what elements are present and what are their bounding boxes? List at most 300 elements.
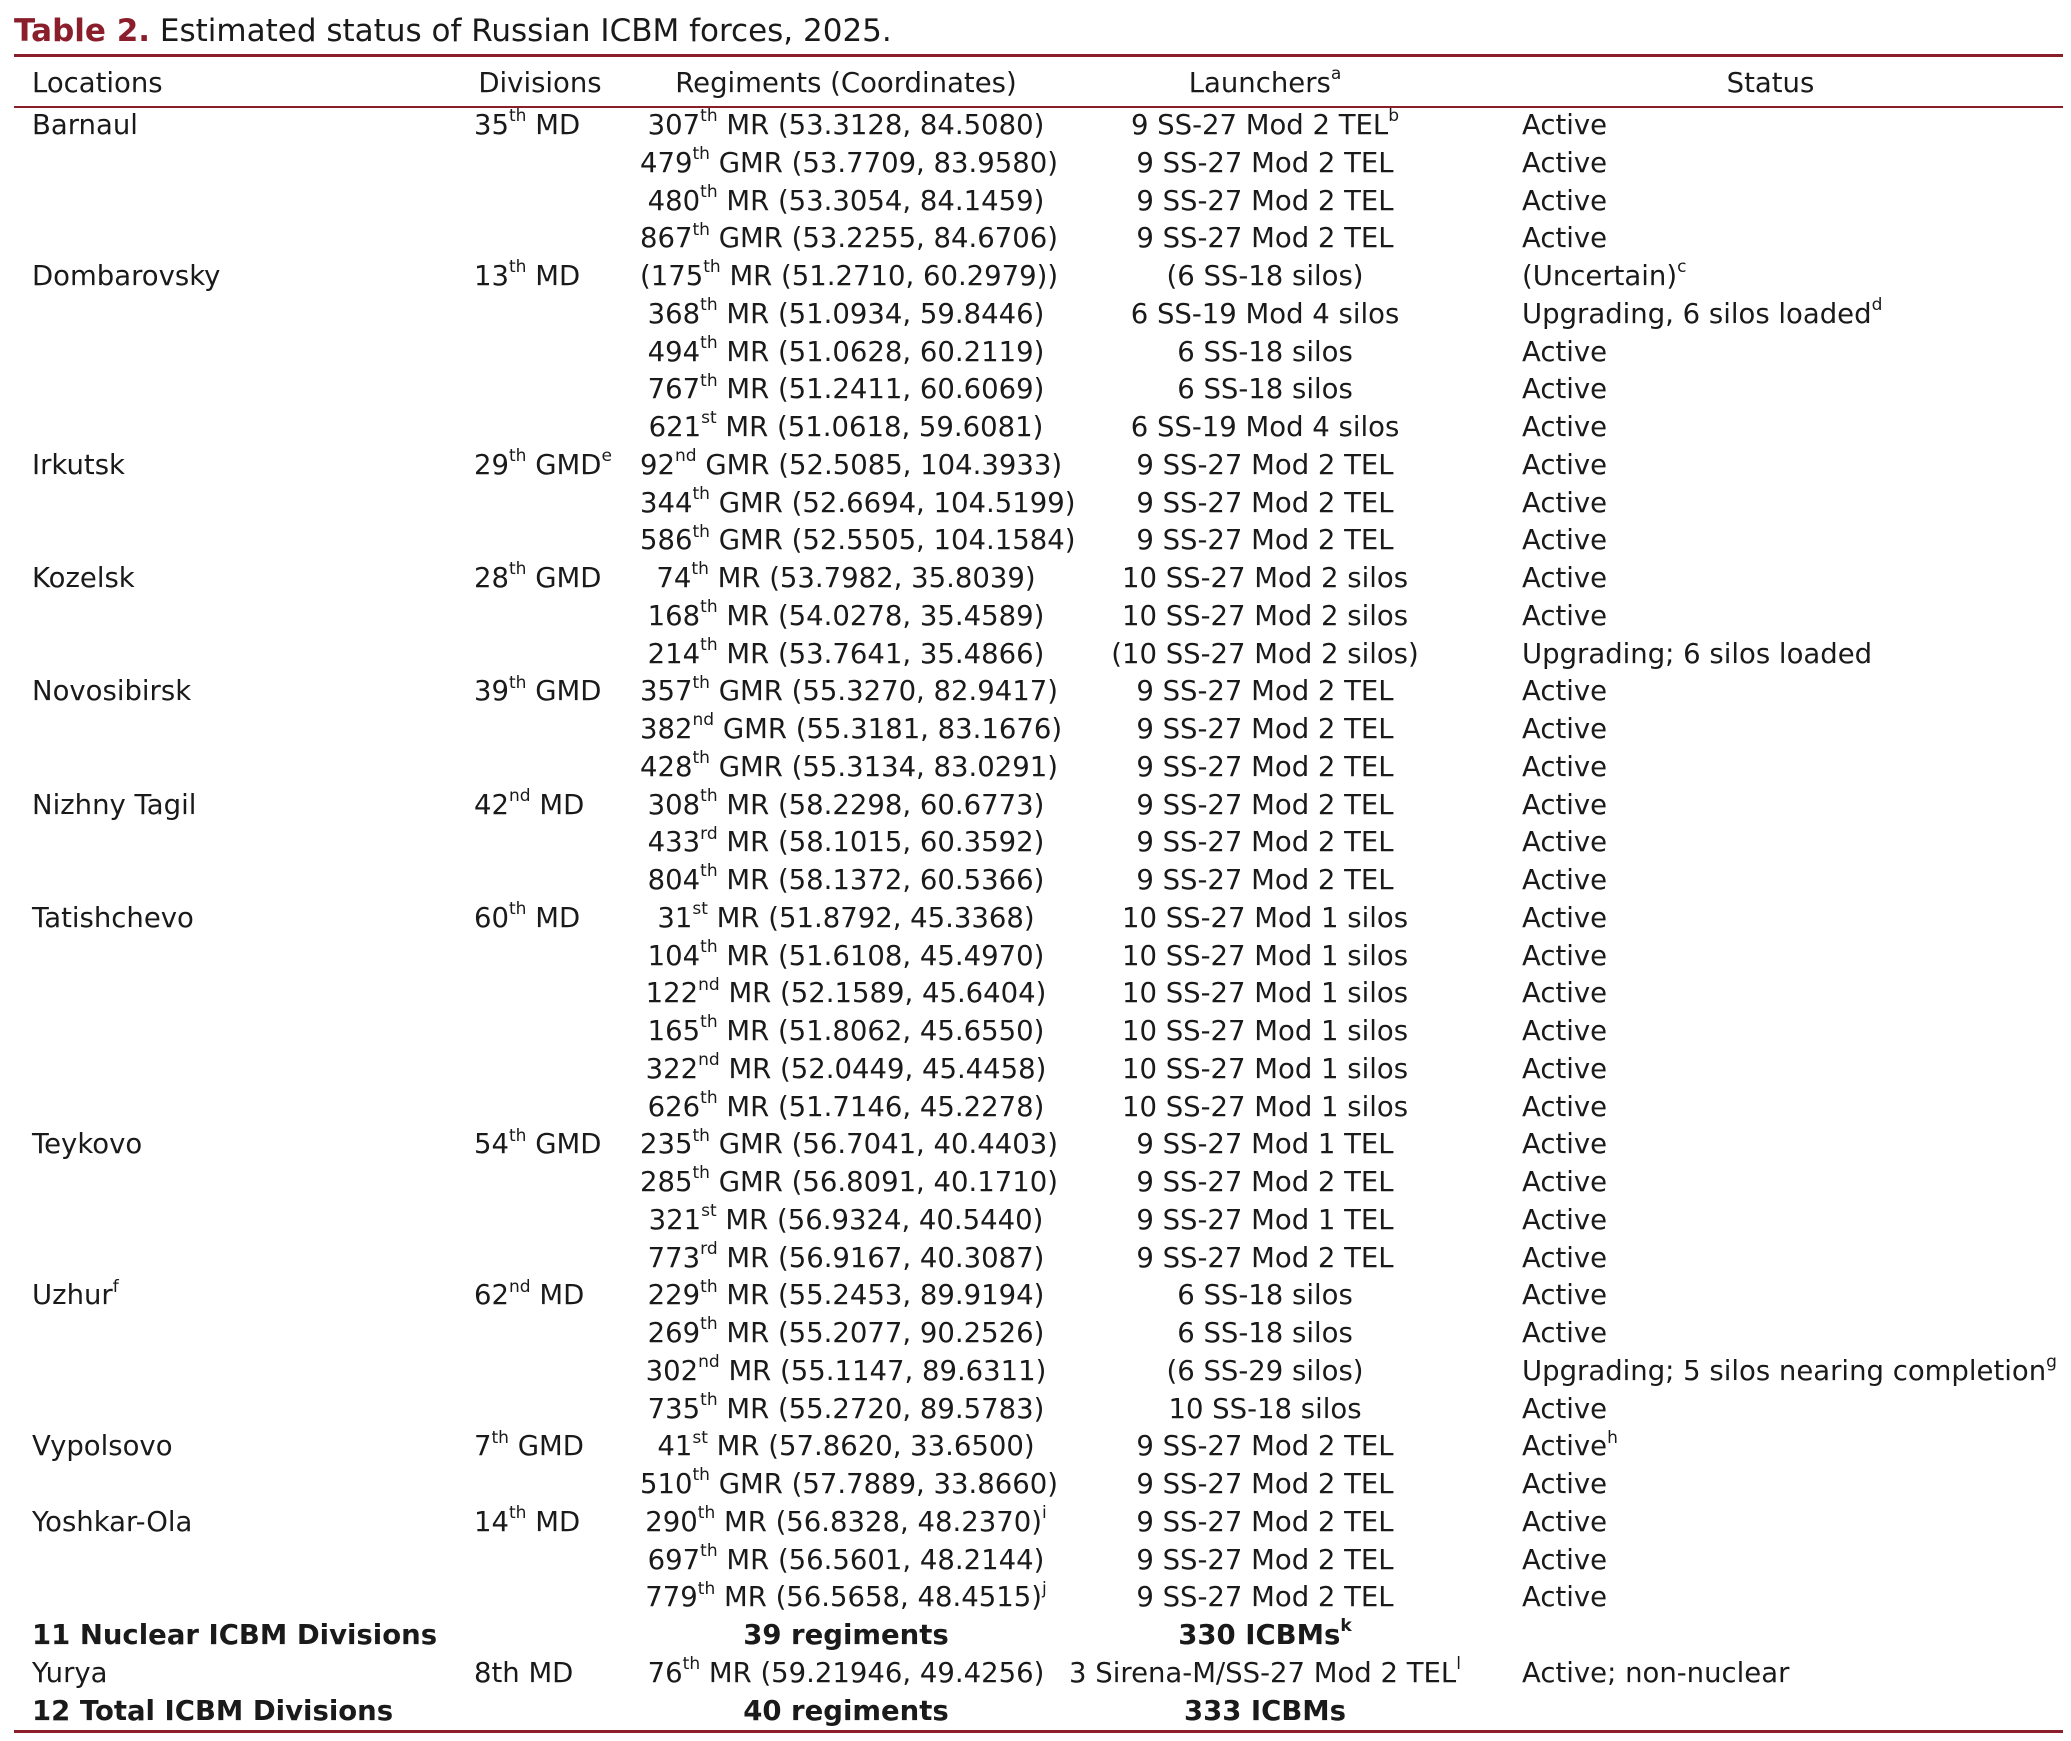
location-cell — [14, 107, 440, 145]
status-cell — [1478, 409, 2063, 447]
division-type: MD — [526, 1505, 581, 1538]
location-name: 12 Total ICBM Divisions — [32, 1694, 394, 1727]
table-row — [14, 107, 2063, 145]
division-cell — [440, 1655, 640, 1693]
division-type: GMD — [526, 1128, 602, 1161]
launchers-value: 10 SS-27 Mod 1 silos — [1121, 1052, 1409, 1085]
regiment-ordinal: nd — [698, 974, 720, 995]
location-name: Kozelsk — [32, 562, 135, 594]
regiment-cell — [640, 598, 1052, 636]
regiment-number: 322 — [645, 1052, 699, 1085]
table-row — [14, 560, 2063, 598]
division-ordinal: th — [509, 106, 527, 127]
regiment-coordinates: GMR (55.3270, 82.9417) — [709, 675, 1058, 708]
regiment-coordinates: GMR (52.6694, 104.5199) — [709, 486, 1076, 519]
status-cell — [1478, 522, 2063, 560]
launchers-cell — [1052, 900, 1478, 938]
table-row — [14, 938, 2063, 976]
table-row — [14, 1126, 2063, 1164]
regiment-coordinates: MR (53.3128, 84.5080) — [717, 109, 1045, 141]
regiment-cell — [640, 862, 1052, 900]
division-ordinal: nd — [509, 1276, 531, 1297]
location-cell — [14, 1126, 440, 1164]
regiment-number: 41 — [657, 1430, 693, 1463]
status-cell — [1478, 1693, 2063, 1731]
regiment-cell — [640, 1655, 1052, 1693]
location-cell — [14, 711, 440, 749]
status-cell — [1478, 1051, 2063, 1089]
regiment-cell — [640, 1465, 1058, 1504]
regiment-coordinates: MR (54.0278, 35.4589) — [717, 599, 1045, 632]
division-number: 28 — [474, 562, 509, 594]
division-number: 42 — [474, 788, 509, 821]
division-number: 14 — [474, 1505, 509, 1538]
regiment-ordinal: th — [697, 1578, 716, 1599]
location-name: Barnaul — [32, 109, 138, 141]
table-row — [14, 220, 2063, 258]
division-cell — [440, 1504, 640, 1542]
division-type: GMD — [526, 562, 602, 594]
launchers-cell — [1052, 409, 1478, 447]
regiment-ordinal: th — [692, 144, 710, 165]
regiment-cell — [640, 1579, 1052, 1617]
division-cell — [440, 636, 640, 674]
launchers-value: 10 SS-27 Mod 2 silos — [1121, 562, 1409, 594]
launchers-cell — [1052, 1428, 1478, 1466]
status-value: Active — [1522, 864, 1608, 896]
regiment-coordinates: GMR (56.7041, 40.4403) — [709, 1128, 1058, 1161]
regiment-ordinal: th — [691, 559, 709, 580]
launchers-value: (6 SS-18 silos) — [1166, 260, 1364, 292]
regiment-coordinates: MR (56.5601, 48.2144) — [717, 1543, 1045, 1576]
launchers-cell — [1052, 636, 1478, 674]
table-row — [14, 409, 2063, 447]
launchers-cell — [1052, 938, 1478, 976]
status-cell — [1478, 145, 2063, 183]
division-cell — [440, 1164, 640, 1202]
table-row — [14, 1164, 2063, 1202]
regiment-number: 122 — [645, 977, 699, 1010]
regiment-cell — [640, 521, 1076, 560]
table-row — [14, 1391, 2063, 1429]
regiment-cell — [640, 1125, 1058, 1164]
regiment-number: 285 — [640, 1166, 693, 1198]
launchers-value: 10 SS-27 Mod 1 silos — [1121, 1015, 1409, 1047]
regiment-ordinal: nd — [675, 446, 697, 467]
launchers-footnote: k — [1340, 1616, 1352, 1637]
location-cell — [14, 673, 440, 711]
table-row — [14, 900, 2063, 938]
status-value: Active — [1522, 977, 1608, 1010]
table-row — [14, 1202, 2063, 1240]
launchers-value: 9 SS-27 Mod 2 TEL — [1136, 864, 1394, 896]
launchers-value: 9 SS-27 Mod 2 TEL — [1136, 788, 1394, 821]
status-value: Active — [1522, 1317, 1608, 1349]
division-footnote: e — [601, 446, 612, 467]
launchers-value: 9 SS-27 Mod 2 TEL — [1136, 1468, 1394, 1500]
status-cell — [1478, 900, 2063, 938]
division-number: 7 — [474, 1430, 492, 1463]
regiment-cell — [640, 1051, 1052, 1089]
regiment-ordinal: th — [692, 748, 710, 769]
status-cell — [1478, 749, 2063, 787]
location-cell — [14, 975, 440, 1013]
launchers-value: 9 SS-27 Mod 2 TEL — [1136, 1505, 1394, 1538]
regiment-cell — [640, 636, 1052, 674]
division-type: GMD — [508, 1430, 584, 1463]
status-value: Upgrading, 6 silos loaded — [1522, 297, 1872, 330]
location-cell — [14, 900, 440, 938]
regiment-coordinates: MR (51.2411, 60.6069) — [717, 373, 1045, 406]
location-cell — [14, 787, 440, 825]
regiment-ordinal: th — [700, 634, 718, 655]
regiment-coordinates: MR (51.0628, 60.2119) — [717, 335, 1045, 368]
division-cell — [440, 824, 640, 862]
regiment-number: 867 — [640, 222, 693, 255]
regiment-ordinal: th — [700, 106, 718, 127]
regiment-cell — [640, 483, 1076, 523]
regiment-footnote: i — [1041, 1503, 1047, 1524]
division-cell — [440, 371, 640, 409]
regiment-coordinates: GMR (52.5505, 104.1584) — [709, 524, 1076, 557]
status-value: Active — [1522, 109, 1608, 141]
status-value: Active — [1522, 1581, 1608, 1614]
regiment-cell — [640, 1353, 1052, 1391]
launchers-value: 10 SS-27 Mod 1 silos — [1121, 1090, 1409, 1123]
launchers-value: 9 SS-27 Mod 2 TEL — [1136, 184, 1394, 217]
launchers-value: 10 SS-27 Mod 2 silos — [1121, 599, 1409, 632]
division-cell — [440, 673, 640, 711]
regiment-cell — [640, 1693, 1052, 1731]
regiment-ordinal: rd — [700, 823, 718, 844]
table-row — [14, 673, 2063, 711]
launchers-cell — [1052, 1126, 1478, 1164]
regiment-ordinal: st — [701, 1201, 717, 1222]
location-cell — [14, 1391, 440, 1429]
location-cell — [14, 1428, 440, 1466]
regiment-number: 321 — [648, 1203, 702, 1236]
status-value: Active — [1522, 826, 1608, 859]
table-row — [14, 1240, 2063, 1278]
status-value: Active — [1522, 599, 1608, 632]
regiment-coordinates: GMR (55.3181, 83.1676) — [714, 713, 1063, 745]
status-cell — [1478, 1089, 2063, 1127]
location-cell — [14, 258, 440, 296]
status-cell — [1478, 1164, 2063, 1202]
division-cell — [440, 560, 640, 598]
status-value: (Uncertain) — [1522, 260, 1678, 292]
division-cell — [440, 1013, 640, 1051]
regiment-number: 307 — [647, 109, 701, 141]
division-cell — [440, 107, 640, 145]
table-row — [14, 522, 2063, 560]
status-value: Upgrading; 6 silos loaded — [1522, 637, 1873, 670]
regiment-cell — [640, 1202, 1052, 1240]
location-cell — [14, 409, 440, 447]
regiment-ordinal: th — [700, 332, 718, 353]
division-cell — [440, 1542, 640, 1580]
table-row — [14, 636, 2063, 674]
regiment-ordinal: th — [692, 1125, 710, 1146]
table-total-row — [14, 1617, 2063, 1655]
regiment-coordinates: MR (56.9324, 40.5440) — [716, 1203, 1044, 1236]
regiment-cell — [640, 975, 1052, 1013]
location-cell — [14, 1089, 440, 1127]
location-cell — [14, 749, 440, 787]
regiment-number: 74 — [656, 562, 692, 594]
location-cell — [14, 938, 440, 976]
regiment-coordinates: MR (51.2710, 60.2979)) — [720, 260, 1059, 292]
location-cell — [14, 1277, 440, 1315]
status-value: Active — [1522, 750, 1608, 783]
regiment-ordinal: th — [692, 219, 710, 240]
status-cell — [1478, 636, 2063, 674]
header-status: Status — [1726, 66, 1815, 99]
regiment-cell — [640, 1315, 1052, 1353]
status-value: Active — [1522, 788, 1608, 821]
launchers-footnote: l — [1456, 1654, 1461, 1675]
status-footnote: c — [1677, 257, 1687, 278]
regiment-ordinal: nd — [692, 710, 715, 731]
launchers-cell — [1052, 1089, 1478, 1127]
division-cell — [440, 1391, 640, 1429]
launchers-value: 6 SS-19 Mod 4 silos — [1130, 411, 1400, 443]
launchers-cell — [1052, 975, 1478, 1013]
bottom-rule — [14, 1730, 2063, 1733]
location-cell — [14, 447, 440, 485]
regiment-ordinal: th — [692, 521, 710, 542]
location-cell — [14, 485, 440, 523]
location-name: Vypolsovo — [32, 1430, 173, 1463]
location-cell — [14, 1504, 440, 1542]
regiment-ordinal: st — [692, 1427, 708, 1448]
regiment-cell — [640, 334, 1052, 372]
status-cell — [1478, 598, 2063, 636]
status-value: Active — [1522, 1430, 1608, 1463]
regiment-number: 428 — [640, 750, 693, 783]
launchers-cell — [1052, 145, 1478, 183]
status-cell — [1478, 485, 2063, 523]
division-cell — [440, 485, 640, 523]
location-cell — [14, 1164, 440, 1202]
launchers-value: 9 SS-27 Mod 2 TEL — [1136, 1241, 1394, 1274]
status-value: Active — [1522, 1090, 1608, 1123]
table-total-row — [14, 1693, 2063, 1731]
regiment-number: 290 — [645, 1505, 698, 1538]
status-value: Active — [1522, 1166, 1608, 1198]
header-launchers-note: a — [1330, 63, 1342, 84]
regiment-ordinal: th — [692, 672, 710, 693]
location-cell — [14, 1542, 440, 1580]
regiment-number: 31 — [657, 901, 693, 934]
location-cell — [14, 1353, 440, 1391]
table-row — [14, 447, 2063, 485]
status-cell — [1478, 787, 2063, 825]
division-cell — [440, 1126, 640, 1164]
status-cell — [1478, 673, 2063, 711]
regiment-number: 779 — [645, 1581, 698, 1614]
table-row — [14, 1655, 2063, 1693]
launchers-value: 6 SS-18 silos — [1177, 335, 1353, 368]
regiment-number: 302 — [645, 1354, 699, 1387]
regiment-number: 92 — [640, 448, 675, 481]
table-row — [14, 824, 2063, 862]
location-cell — [14, 1240, 440, 1278]
status-cell — [1478, 1202, 2063, 1240]
division-ordinal: th — [509, 257, 527, 278]
regiment-cell — [640, 672, 1058, 711]
launchers-value: 9 SS-27 Mod 2 TEL — [1136, 486, 1394, 519]
division-ordinal: nd — [509, 785, 531, 806]
status-value: Active — [1522, 1279, 1608, 1312]
status-cell — [1478, 371, 2063, 409]
location-cell — [14, 522, 440, 560]
location-cell — [14, 371, 440, 409]
header-launchers-text: Launchers — [1188, 66, 1331, 99]
division-cell — [440, 1428, 640, 1466]
location-name: Yoshkar-Ola — [32, 1505, 193, 1538]
regiment-cell — [640, 1542, 1052, 1580]
launchers-cell — [1052, 485, 1478, 523]
launchers-cell — [1052, 1391, 1478, 1429]
division-number: 39 — [474, 675, 509, 708]
status-value: Active — [1522, 373, 1608, 406]
status-value: Upgrading; 5 silos nearing completion — [1522, 1354, 2047, 1387]
division-cell — [440, 711, 640, 749]
launchers-cell — [1052, 1051, 1478, 1089]
location-name: 11 Nuclear ICBM Divisions — [32, 1619, 438, 1651]
division-cell — [440, 1693, 640, 1731]
status-cell — [1478, 938, 2063, 976]
regiment-cell — [640, 1089, 1052, 1127]
division-number: 60 — [474, 901, 509, 934]
location-name: Nizhny Tagil — [32, 788, 197, 821]
regiment-number: 494 — [647, 335, 701, 368]
regiment-ordinal: th — [682, 1654, 701, 1675]
division-type: 8th MD — [474, 1656, 574, 1689]
launchers-value: (10 SS-27 Mod 2 silos) — [1111, 637, 1419, 670]
launchers-cell — [1052, 1240, 1478, 1278]
location-name: Yurya — [32, 1656, 108, 1689]
launchers-cell — [1052, 522, 1478, 560]
regiment-ordinal: th — [700, 1087, 718, 1108]
status-footnote: h — [1607, 1427, 1618, 1448]
regiment-coordinates: GMR (52.5085, 104.3933) — [696, 448, 1063, 481]
location-cell — [14, 220, 440, 258]
regiment-ordinal: th — [692, 483, 710, 504]
status-cell — [1478, 862, 2063, 900]
location-cell — [14, 334, 440, 372]
regiment-number: 168 — [647, 599, 701, 632]
division-cell — [440, 1617, 640, 1655]
launchers-cell — [1052, 371, 1478, 409]
table-row — [14, 975, 2063, 1013]
table-row — [14, 334, 2063, 372]
launchers-value: 9 SS-27 Mod 2 TEL — [1136, 1543, 1394, 1576]
division-cell — [440, 145, 640, 183]
regiment-coordinates: MR (51.8792, 45.3368) — [707, 901, 1035, 934]
table-row — [14, 1089, 2063, 1127]
regiment-coordinates: GMR (55.3134, 83.0291) — [709, 750, 1058, 783]
regiment-number: 368 — [647, 297, 701, 330]
regiment-cell — [640, 144, 1058, 183]
location-cell — [14, 183, 440, 221]
launchers-cell — [1052, 1617, 1478, 1655]
division-cell — [440, 522, 640, 560]
table-row — [14, 1315, 2063, 1353]
division-cell — [440, 938, 640, 976]
division-type: MD — [526, 109, 581, 141]
regiment-number: 804 — [647, 864, 701, 896]
regiment-coordinates: MR (51.0618, 59.6081) — [716, 411, 1044, 443]
regiment-ordinal: th — [692, 1465, 710, 1486]
table-row — [14, 1277, 2063, 1315]
division-type: MD — [526, 901, 581, 934]
status-cell — [1478, 447, 2063, 485]
regiment-number: 626 — [647, 1090, 701, 1123]
table-row — [14, 296, 2063, 334]
division-cell — [440, 862, 640, 900]
launchers-cell — [1052, 296, 1478, 334]
regiment-ordinal: th — [700, 181, 718, 202]
table-row — [14, 787, 2063, 825]
launchers-cell — [1052, 447, 1478, 485]
division-number: 35 — [474, 109, 509, 141]
status-cell — [1478, 1126, 2063, 1164]
status-cell — [1478, 1655, 2063, 1693]
regiment-ordinal: th — [700, 861, 718, 882]
launchers-cell — [1052, 1655, 1478, 1693]
table-row — [14, 1466, 2063, 1504]
launchers-value: 9 SS-27 Mod 2 TEL — [1136, 222, 1394, 255]
status-footnote: d — [1871, 295, 1883, 316]
regiment-coordinates: GMR (57.7889, 33.8660) — [709, 1468, 1058, 1500]
regiment-cell — [640, 787, 1052, 825]
table-row — [14, 749, 2063, 787]
regiment-number: 510 — [640, 1468, 693, 1500]
launchers-value: 9 SS-27 Mod 2 TEL — [1136, 146, 1394, 179]
regiment-ordinal: th — [700, 295, 718, 316]
location-cell — [14, 1579, 440, 1617]
division-number: 62 — [474, 1279, 509, 1312]
status-value: Active — [1522, 486, 1608, 519]
regiment-coordinates: GMR (53.7709, 83.9580) — [709, 146, 1058, 179]
status-value: Active — [1522, 448, 1608, 481]
division-number: 54 — [474, 1128, 509, 1161]
top-rule — [14, 54, 2063, 57]
table-row — [14, 862, 2063, 900]
status-value: Active — [1522, 222, 1608, 255]
location-cell — [14, 1315, 440, 1353]
regiment-coordinates: MR (55.2720, 89.5783) — [717, 1392, 1045, 1425]
division-ordinal: th — [509, 559, 527, 580]
location-name: Irkutsk — [32, 448, 125, 481]
regiment-coordinates: MR (51.7146, 45.2278) — [717, 1090, 1045, 1123]
regiment-number: (175 — [640, 260, 704, 292]
regiment-cell — [640, 1391, 1052, 1429]
regiment-ordinal: th — [703, 257, 721, 278]
division-ordinal: th — [509, 672, 527, 693]
status-cell — [1478, 1240, 2063, 1278]
status-cell — [1478, 1428, 2063, 1466]
launchers-value: 9 SS-27 Mod 2 TEL — [1136, 524, 1394, 557]
status-value: Active — [1522, 184, 1608, 217]
table-row — [14, 1579, 2063, 1617]
launchers-value: 3 Sirena-M/SS-27 Mod 2 TEL — [1069, 1656, 1457, 1689]
division-type: GMD — [526, 675, 602, 708]
division-cell — [440, 787, 640, 825]
table-row — [14, 258, 2063, 296]
